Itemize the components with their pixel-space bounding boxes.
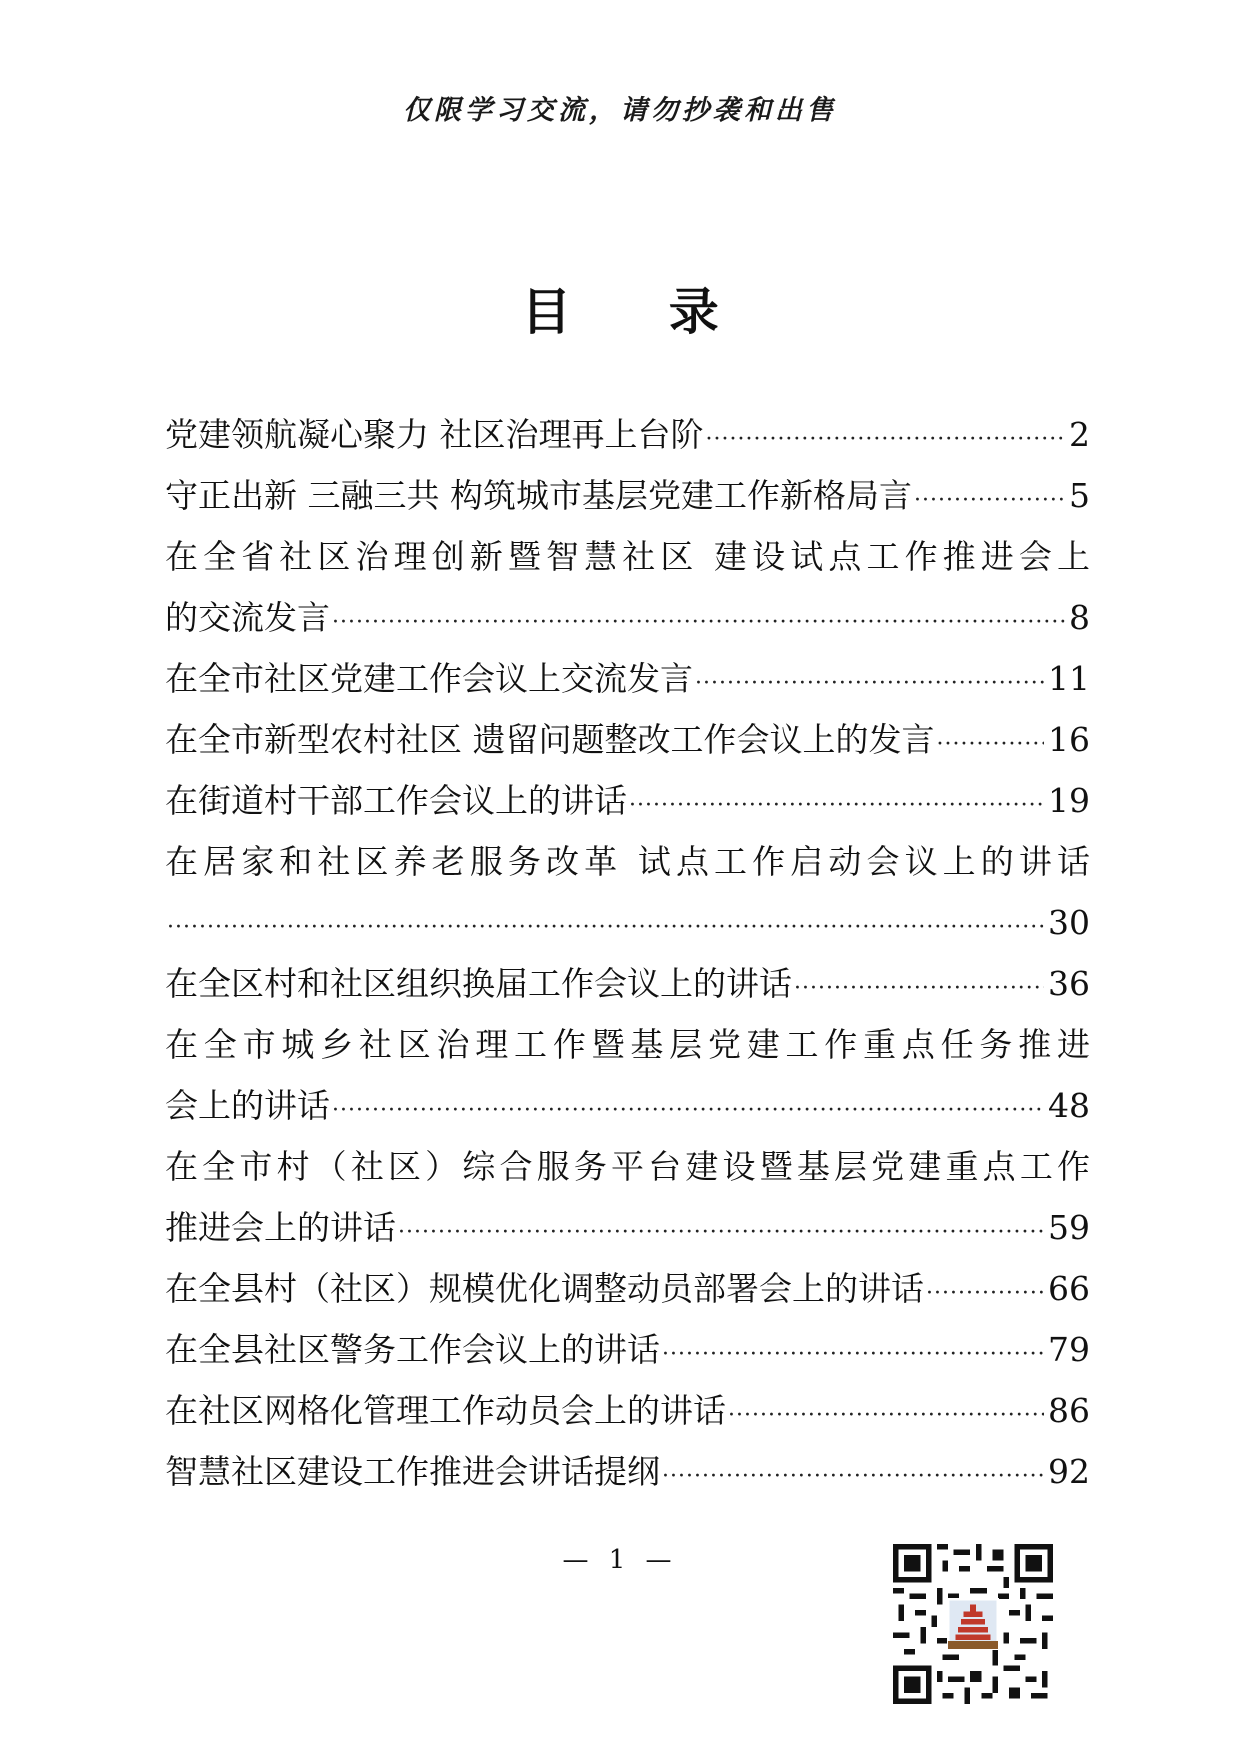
toc-page-number: 92 <box>1048 1452 1090 1491</box>
toc-entry-line <box>165 1441 1090 1502</box>
toc-leader-dots <box>706 409 1066 470</box>
toc-entry-line <box>165 953 1090 1014</box>
toc-entry-title: 在居家和社区养老服务改革 试点工作启动会议上的讲话 <box>165 842 1090 881</box>
toc-entry-line <box>165 1014 1090 1075</box>
toc-leader-dots <box>794 958 1044 1019</box>
toc-page-number: 2 <box>1069 415 1090 454</box>
toc-entry <box>165 648 1090 709</box>
toc-entry <box>165 1319 1090 1380</box>
toc-entry-line <box>165 648 1090 709</box>
toc-entry-line <box>165 1380 1090 1441</box>
toc-entry-title: 在全区村和社区组织换届工作会议上的讲话 <box>165 964 792 1003</box>
table-of-contents <box>165 404 1090 1502</box>
toc-entry-title: 的交流发言 <box>165 598 330 637</box>
toc-page-number: 19 <box>1048 781 1090 820</box>
toc-page-number: 16 <box>1048 720 1090 759</box>
toc-leader-dots <box>695 653 1044 714</box>
toc-entry <box>165 953 1090 1014</box>
toc-entry-title: 推进会上的讲话 <box>165 1208 396 1247</box>
toc-page-number: 66 <box>1048 1269 1090 1308</box>
toc-entry <box>165 526 1090 648</box>
toc-entry <box>165 1014 1090 1136</box>
page-number: — 1 — <box>562 1545 678 1575</box>
toc-leader-dots <box>398 1202 1044 1263</box>
toc-page-number: 59 <box>1048 1208 1090 1247</box>
toc-leader-dots <box>728 1385 1044 1446</box>
toc-entry-line <box>165 1197 1090 1258</box>
toc-page-number: 5 <box>1069 476 1090 515</box>
toc-leader-dots <box>662 1446 1044 1507</box>
toc-entry-title: 在全市村（社区）综合服务平台建设暨基层党建重点工作 <box>165 1147 1090 1186</box>
toc-entry-title: 在街道村干部工作会议上的讲话 <box>165 781 627 820</box>
toc-leader-dots <box>662 1324 1044 1385</box>
toc-leader-dots <box>167 897 1044 958</box>
toc-page-number: 48 <box>1048 1086 1090 1125</box>
toc-title: 目 录 <box>521 282 759 341</box>
qr-code-icon <box>893 1544 1053 1704</box>
toc-entry-title: 在全市社区党建工作会议上交流发言 <box>165 659 693 698</box>
header-note: 仅限学习交流，请勿抄袭和出售 <box>403 95 837 126</box>
toc-entry-line <box>165 709 1090 770</box>
toc-leader-dots <box>926 1263 1044 1324</box>
toc-leader-dots <box>914 470 1065 531</box>
toc-leader-dots <box>332 1080 1044 1141</box>
toc-leader-dots <box>937 714 1045 775</box>
toc-entry-line <box>165 404 1090 465</box>
toc-entry-title: 在全市城乡社区治理工作暨基层党建工作重点任务推进 <box>165 1025 1090 1064</box>
toc-entry-line <box>165 465 1090 526</box>
toc-entry-title: 在全市新型农村社区 遗留问题整改工作会议上的发言 <box>165 720 935 759</box>
toc-entry-title: 在全县村（社区）规模优化调整动员部署会上的讲话 <box>165 1269 924 1308</box>
toc-entry-title: 在社区网格化管理工作动员会上的讲话 <box>165 1391 726 1430</box>
toc-entry <box>165 404 1090 465</box>
toc-entry-title: 在全县社区警务工作会议上的讲话 <box>165 1330 660 1369</box>
toc-leader-dots <box>629 775 1044 836</box>
toc-page-number: 11 <box>1048 659 1090 698</box>
toc-page-number: 79 <box>1048 1330 1090 1369</box>
toc-entry-line <box>165 587 1090 648</box>
toc-entry-line <box>165 892 1090 953</box>
toc-entry <box>165 1380 1090 1441</box>
toc-entry <box>165 1258 1090 1319</box>
toc-entry-line <box>165 1258 1090 1319</box>
toc-entry <box>165 465 1090 526</box>
toc-entry-title: 党建领航凝心聚力 社区治理再上台阶 <box>165 415 704 454</box>
toc-entry <box>165 831 1090 953</box>
toc-entry-line <box>165 1319 1090 1380</box>
toc-entry-line <box>165 831 1090 892</box>
toc-page-number: 86 <box>1048 1391 1090 1430</box>
toc-entry-title: 在全省社区治理创新暨智慧社区 建设试点工作推进会上 <box>165 537 1090 576</box>
toc-entry-title: 守正出新 三融三共 构筑城市基层党建工作新格局言 <box>165 476 912 515</box>
toc-page-number: 30 <box>1048 903 1090 942</box>
toc-entry <box>165 709 1090 770</box>
toc-entry <box>165 770 1090 831</box>
toc-entry-title: 会上的讲话 <box>165 1086 330 1125</box>
toc-leader-dots <box>332 592 1065 653</box>
toc-entry-line <box>165 1075 1090 1136</box>
toc-entry-line <box>165 770 1090 831</box>
toc-entry-title: 智慧社区建设工作推进会讲话提纲 <box>165 1452 660 1491</box>
toc-entry <box>165 1441 1090 1502</box>
toc-entry <box>165 1136 1090 1258</box>
toc-page-number: 8 <box>1069 598 1090 637</box>
toc-entry-line <box>165 1136 1090 1197</box>
toc-entry-line <box>165 526 1090 587</box>
toc-page-number: 36 <box>1048 964 1090 1003</box>
